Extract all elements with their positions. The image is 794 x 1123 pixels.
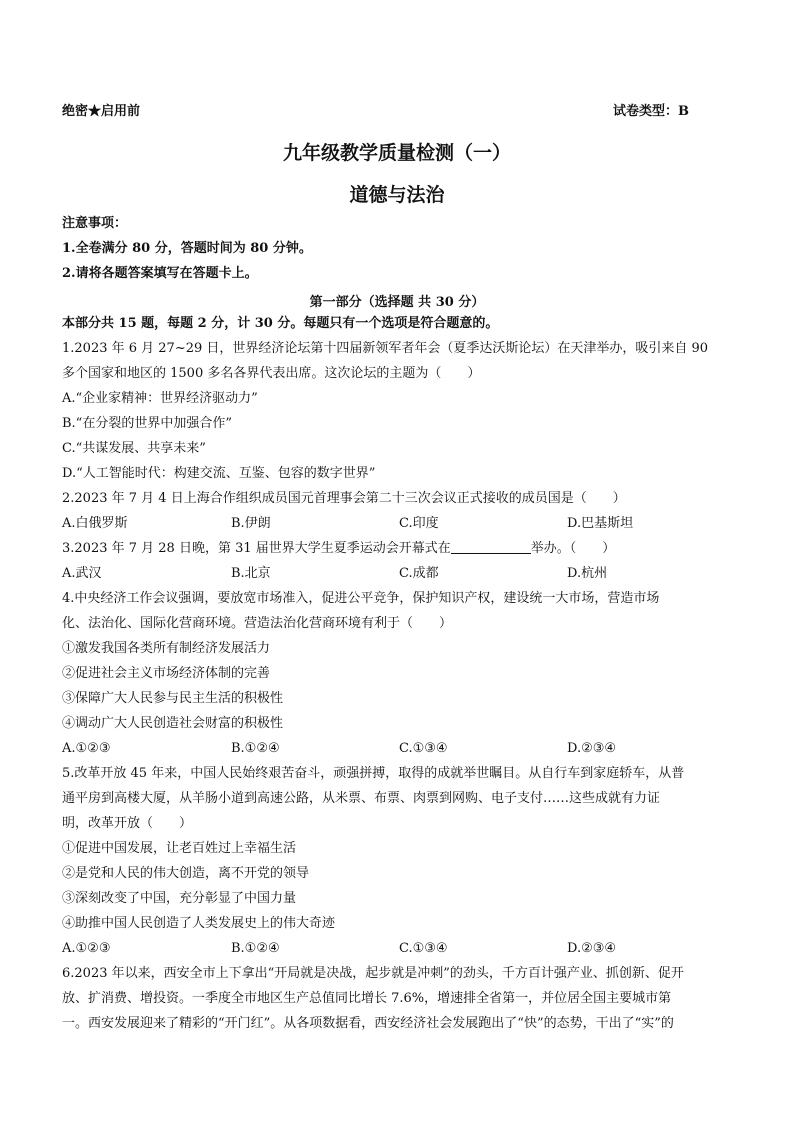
- option-a: A.①②③: [62, 941, 111, 956]
- option-b: B.伊朗: [231, 516, 271, 531]
- option-a: A.白俄罗斯: [62, 516, 128, 531]
- question-3-stem-start: 3.2023 年 7 月 28 日晚，第 31 届世界大学生夏季运动会开幕式在: [62, 541, 451, 556]
- option-b: B.①②④: [231, 941, 280, 956]
- option-c: C.①③④: [399, 741, 448, 756]
- question-1-stem: 多个国家和地区的 1500 多名各界代表出席。这次论坛的主题为（ ）: [62, 366, 481, 381]
- part-title: 第一部分（选择题 共 30 分）: [309, 295, 485, 310]
- answer-blank: [451, 541, 531, 554]
- notes-heading: 注意事项：: [62, 216, 128, 231]
- option-c: C.成都: [399, 566, 439, 581]
- question-5-stem: 5.改革开放 45 年来，中国人民始终艰苦奋斗，顽强拼搏，取得的成就举世瞩目。从自行车到家庭轿车，从普: [62, 766, 685, 781]
- question-1-stem: 1.2023 年 6 月 27~29 日，世界经济论坛第十四届新领军者年会（夏季达沃斯论坛）在天津举办，吸引来自 90: [62, 341, 709, 356]
- paper-type-label: 试卷类型：B: [613, 104, 689, 119]
- question-4-item: ③保障广大人民参与民主生活的积极性: [62, 691, 284, 706]
- confidential-label: 绝密★启用前: [62, 104, 141, 119]
- question-3-stem: [62, 541, 742, 557]
- question-1-option-c: C.“共谋发展、共享未来”: [62, 441, 206, 456]
- option-b: B.北京: [231, 566, 271, 581]
- question-1-option-b: B.“在分裂的世界中加强合作”: [62, 416, 232, 431]
- question-5-item: ①促进中国发展，让老百姓过上幸福生活: [62, 841, 297, 856]
- question-1-option-a: A.“企业家精神：世界经济驱动力”: [62, 391, 258, 406]
- option-d: D.杭州: [567, 566, 608, 581]
- option-d: D.②③④: [567, 941, 617, 956]
- question-2-stem: 2.2023 年 7 月 4 日上海合作组织成员国元首理事会第二十三次会议正式接收的成员国是（ ）: [62, 491, 626, 506]
- option-a: A.武汉: [62, 566, 102, 581]
- option-d: D.②③④: [567, 741, 617, 756]
- option-c: C.①③④: [399, 941, 448, 956]
- option-d: D.巴基斯坦: [567, 516, 634, 531]
- subject-title: 道德与法治: [349, 184, 445, 206]
- option-a: A.①②③: [62, 741, 111, 756]
- question-5-stem: 明，改革开放（ ）: [62, 816, 193, 831]
- part-instruction: 本部分共 15 题，每题 2 分，计 30 分。每题只有一个选项是符合题意的。: [62, 316, 499, 331]
- question-5-item: ③深刻改变了中国，充分彰显了中国力量: [62, 891, 297, 906]
- option-c: C.印度: [399, 516, 439, 531]
- question-4-stem: 4.中央经济工作会议强调，要放宽市场准入，促进公平竞争，保护知识产权，建设统一大市场，营造市场: [62, 591, 660, 606]
- question-3-stem-end: 举办。（ ）: [530, 541, 616, 556]
- question-4-item: ①激发我国各类所有制经济发展活力: [62, 641, 271, 656]
- exam-title: 九年级教学质量检测（一）: [282, 142, 511, 164]
- question-6-stem: 放、扩消费、增投资。一季度全市地区生产总值同比增长 7.6%，增速排全省第一，并位居全国主要城市第: [62, 991, 672, 1006]
- question-6-stem: 6.2023 年以来，西安全市上下拿出“开局就是决战，起步就是冲刺”的劲头，千方百计强产业、抓创新、促开: [62, 966, 684, 981]
- question-1-option-d: D.“人工智能时代：构建交流、互鉴、包容的数字世界”: [62, 466, 376, 481]
- question-4-stem: 化、法治化、国际化营商环境。营造法治化营商环境有利于（ ）: [62, 616, 453, 631]
- question-5-item: ②是党和人民的伟大创造，离不开党的领导: [62, 866, 310, 881]
- question-5-stem: 通平房到高楼大厦，从羊肠小道到高速公路，从米票、布票、肉票到网购、电子支付……这些成就有力证: [62, 791, 661, 806]
- note-item: 1.全卷满分 80 分，答题时间为 80 分钟。: [62, 241, 312, 256]
- option-b: B.①②④: [231, 741, 280, 756]
- note-item: 2.请将各题答案填写在答题卡上。: [62, 266, 258, 281]
- question-6-stem: 一。西安发展迎来了精彩的“开门红”。从各项数据看，西安经济社会发展跑出了“快”的态势，干出了“实”的: [62, 1016, 674, 1031]
- question-5-item: ④助推中国人民创造了人类发展史上的伟大奇迹: [62, 916, 336, 931]
- question-4-item: ④调动广大人民创造社会财富的积极性: [62, 716, 284, 731]
- question-4-item: ②促进社会主义市场经济体制的完善: [62, 666, 271, 681]
